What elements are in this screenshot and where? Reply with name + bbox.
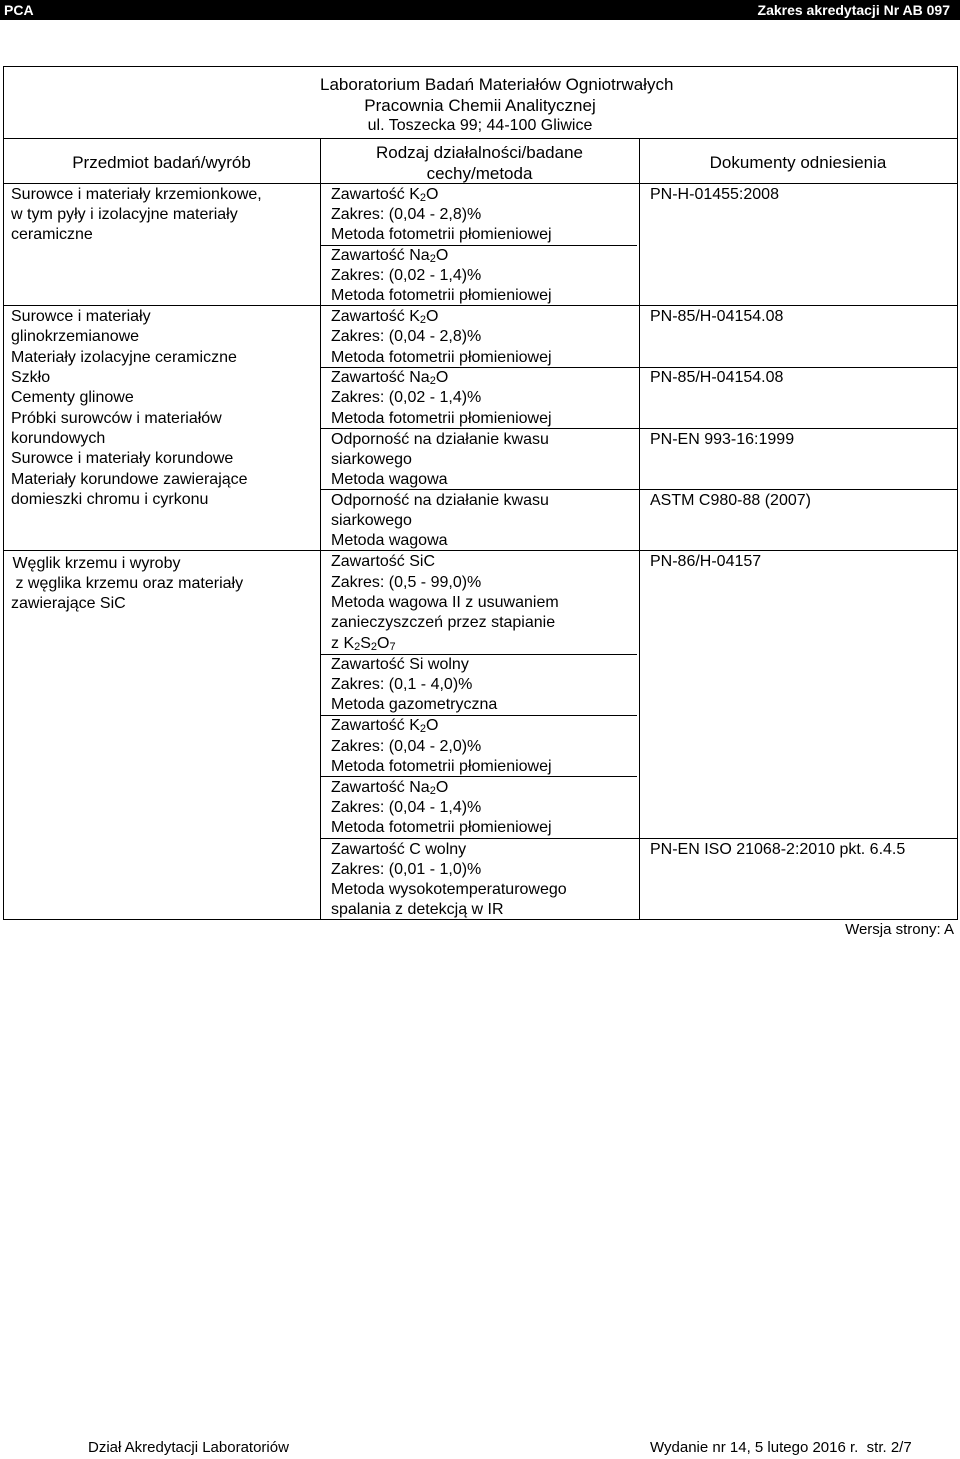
reference-document: PN-85/H-04154.08: [650, 369, 784, 386]
method-name: Metoda fotometrii płomieniowej: [331, 349, 552, 366]
reference-document: PN-86/H-04157: [650, 553, 762, 570]
method-title: Zawartość C wolny: [331, 841, 467, 858]
method-name: Metoda wagowa: [331, 471, 448, 488]
column-header-activity: Rodzaj działalności/badane: [376, 143, 583, 162]
subject-line: z węglika krzemu oraz materiały: [11, 575, 244, 592]
method-name: Metoda wagowa II z usuwaniem: [331, 594, 559, 611]
subject-line: domieszki chromu i cyrkonu: [11, 491, 209, 508]
footer-left: Dział Akredytacji Laboratoriów: [88, 1439, 289, 1456]
method-range: Zakres: (0,04 - 2,0)%: [331, 738, 482, 755]
header-left: PCA: [4, 2, 34, 18]
reference-document: PN-EN ISO 21068-2:2010 pkt. 6.4.5: [650, 841, 906, 858]
footer-right: Wydanie nr 14, 5 lutego 2016 r. str. 2/7: [650, 1439, 912, 1456]
subject-line: zawierające SiC: [11, 595, 126, 612]
method-title: Zawartość Si wolny: [331, 656, 469, 673]
subject-line: Próbki surowców i materiałów: [11, 410, 222, 427]
subject-line: w tym pyły i izolacyjne materiały: [11, 206, 238, 223]
subject-line: Surowce i materiały krzemionkowe,: [11, 186, 262, 203]
method-range: Zakres: (0,04 - 1,4)%: [331, 799, 482, 816]
subject-line: Materiały izolacyjne ceramiczne: [11, 349, 237, 366]
subject-line: Surowce i materiały: [11, 308, 151, 325]
reference-document: ASTM C980-88 (2007): [650, 492, 811, 509]
subject-line: ceramiczne: [11, 226, 93, 243]
method-title: Zawartość $Na_2O$: [331, 247, 449, 265]
reference-document: PN-H-01455:2008: [650, 186, 779, 203]
method-title-cont: siarkowego: [331, 451, 412, 468]
subject-line: Surowce i materiały korundowe: [11, 450, 234, 467]
method-title: Zawartość $Na_2O$: [331, 369, 449, 387]
subject-line: Cementy glinowe: [11, 389, 134, 406]
method-name: Metoda wagowa: [331, 532, 448, 549]
method-range: Zakres: (0,02 - 1,4)%: [331, 389, 482, 406]
method-title-cont: siarkowego: [331, 512, 412, 529]
subject-line: Węglik krzemu i wyroby: [8, 555, 181, 572]
lab-department: Pracownia Chemii Analitycznej: [364, 96, 596, 115]
column-header-documents: Dokumenty odniesienia: [709, 153, 887, 172]
reference-document: PN-85/H-04154.08: [650, 308, 784, 325]
page-version: Wersja strony: A: [845, 921, 954, 938]
method-title: Odporność na działanie kwasu: [331, 492, 549, 509]
lab-name: Laboratorium Badań Materiałów Ogniotrwałych: [320, 75, 674, 94]
subject-line: Szkło: [11, 369, 51, 386]
reference-document: PN-EN 993-16:1999: [650, 431, 795, 448]
method-range: Zakres: (0,02 - 1,4)%: [331, 267, 482, 284]
method-title: Zawartość $K_2O$: [331, 717, 439, 735]
method-range: Zakres: (0,04 - 2,8)%: [331, 328, 482, 345]
method-title: Zawartość $K_2O$: [331, 186, 439, 204]
method-name-cont: zanieczyszczeń przez stapianie: [331, 614, 556, 631]
method-name: Metoda fotometrii płomieniowej: [331, 287, 552, 304]
method-name: Metoda fotometrii płomieniowej: [331, 410, 552, 427]
method-name-cont: spalania z detekcją w IR: [331, 901, 504, 918]
method-range: Zakres: (0,5 - 99,0)%: [331, 574, 482, 591]
subject-line: Materiały korundowe zawierające: [11, 471, 248, 488]
lab-address: ul. Toszecka 99; 44-100 Gliwice: [367, 117, 593, 134]
method-title: Zawartość $Na_2O$: [331, 779, 449, 797]
method-range: Zakres: (0,01 - 1,0)%: [331, 861, 482, 878]
method-formula: z $K_2S_2O_7$: [331, 635, 396, 653]
method-name: Metoda fotometrii płomieniowej: [331, 758, 552, 775]
header-right: Zakres akredytacji Nr AB 097: [757, 2, 950, 18]
column-header-activity-2: cechy/metoda: [426, 164, 533, 183]
method-name: Metoda gazometryczna: [331, 696, 498, 713]
subject-line: glinokrzemianowe: [11, 328, 140, 345]
method-name: Metoda fotometrii płomieniowej: [331, 819, 552, 836]
method-range: Zakres: (0,1 - 4,0)%: [331, 676, 473, 693]
subject-line: korundowych: [11, 430, 106, 447]
method-name: Metoda wysokotemperaturowego: [331, 881, 567, 898]
method-name: Metoda fotometrii płomieniowej: [331, 226, 552, 243]
method-title: Odporność na działanie kwasu: [331, 431, 549, 448]
method-range: Zakres: (0,04 - 2,8)%: [331, 206, 482, 223]
column-header-subject: Przedmiot badań/wyrób: [72, 153, 251, 172]
method-title: Zawartość $K_2O$: [331, 308, 439, 326]
method-title: Zawartość SiC: [331, 553, 436, 570]
